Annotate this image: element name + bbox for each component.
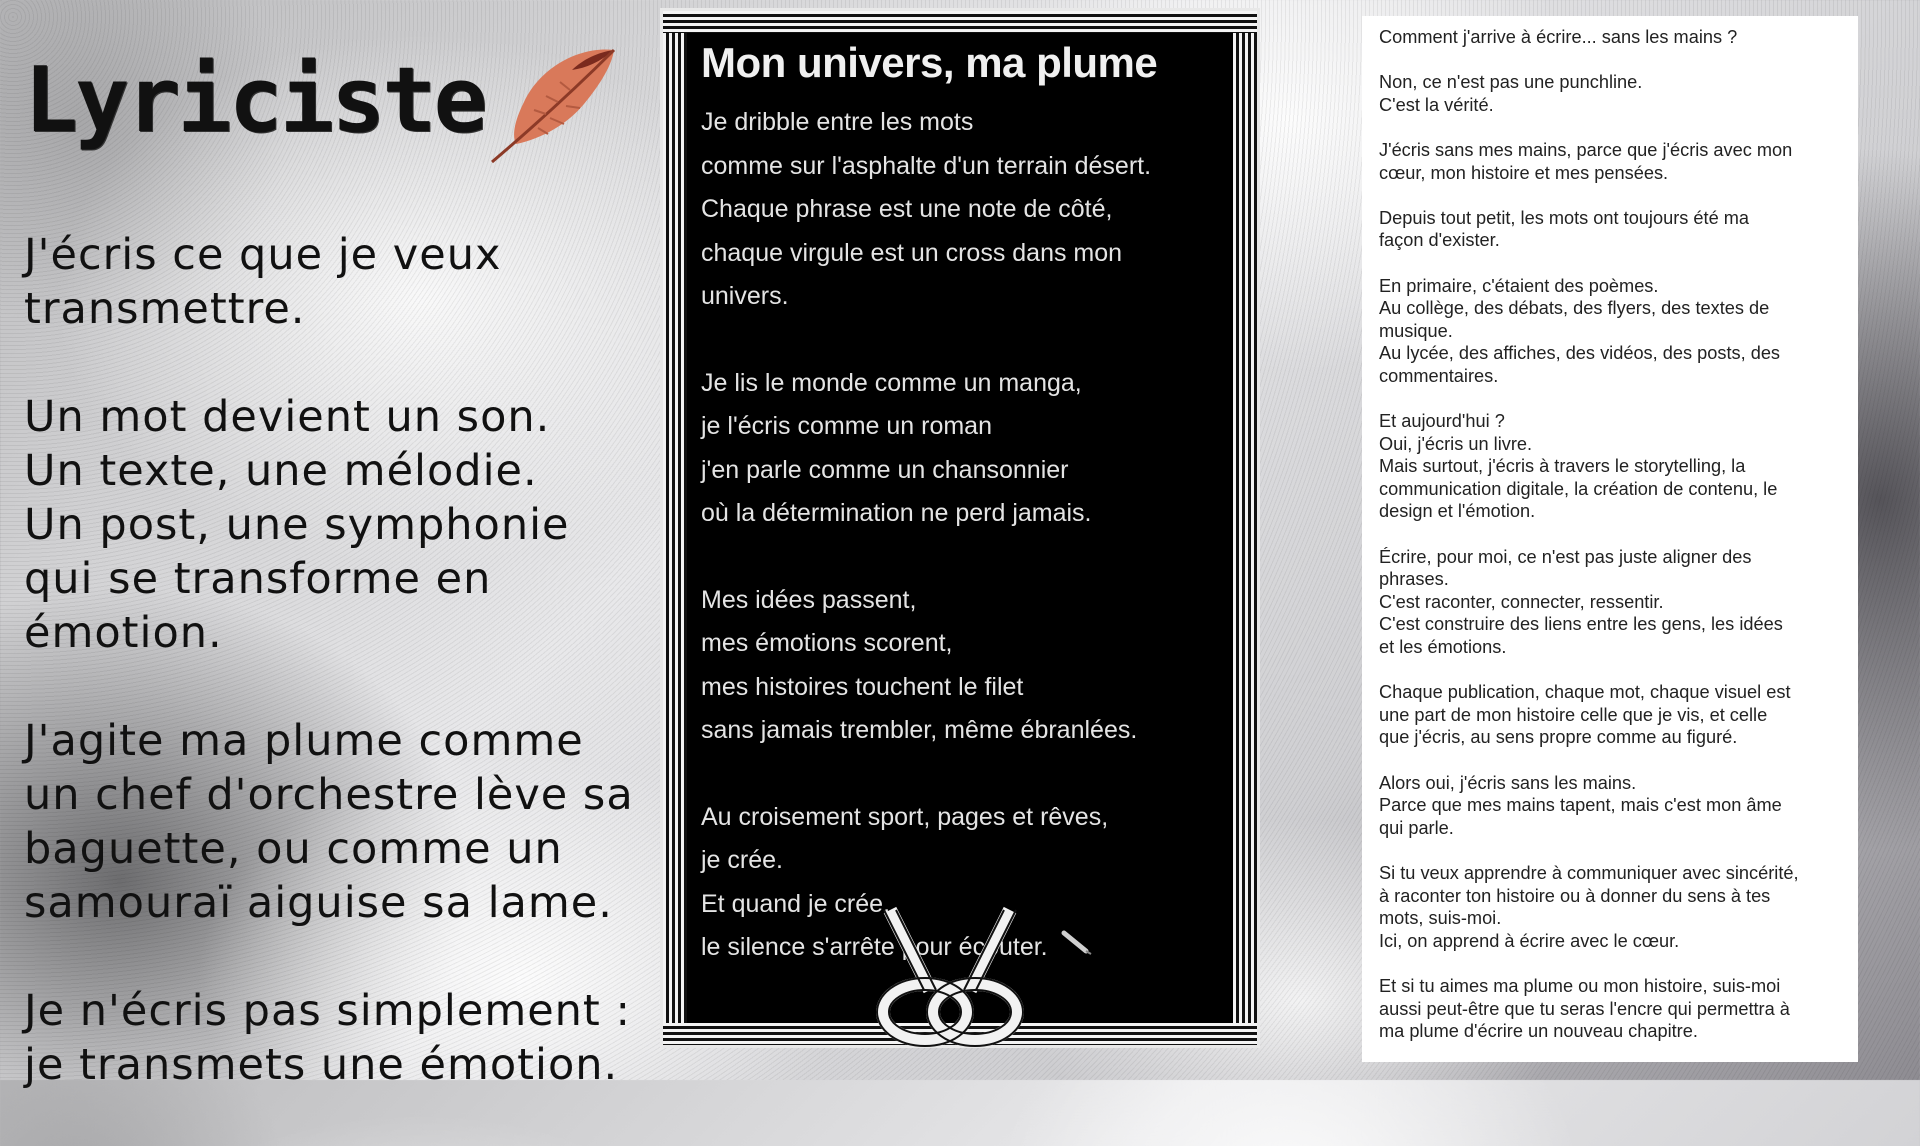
text-line: C'est la vérité. bbox=[1379, 94, 1494, 115]
text-line: Chaque phrase est une note de côté, bbox=[701, 195, 1113, 223]
text-line: Et si tu aimes ma plume ou mon histoire, suis-moi bbox=[1379, 975, 1781, 996]
text-line: J'écris sans mes mains, parce que j'écris avec mon bbox=[1379, 139, 1793, 160]
text-line: transmettre. bbox=[24, 284, 306, 334]
text-line: qui se transforme en bbox=[24, 554, 492, 604]
text-line: ma plume d'écrire un nouveau chapitre. bbox=[1379, 1021, 1698, 1042]
frame-border-right bbox=[1233, 11, 1257, 1045]
feather-icon bbox=[486, 44, 626, 164]
text-line: comme sur l'asphalte d'un terrain désert. bbox=[701, 151, 1152, 180]
text-line: Parce que mes mains tapent, mais c'est mon âme bbox=[1379, 795, 1782, 816]
text-line: une part de mon histoire celle que je vis, et celle bbox=[1379, 704, 1768, 725]
card-paragraph bbox=[1379, 71, 1842, 116]
text-line: qui parle. bbox=[1379, 817, 1454, 838]
left-text bbox=[24, 228, 664, 1092]
left-column bbox=[24, 50, 664, 1146]
text-line: Oui, j'écris un livre. bbox=[1379, 433, 1533, 454]
text-line: Et aujourd'hui ? bbox=[1379, 411, 1505, 432]
pen-icon bbox=[1060, 929, 1094, 955]
text-line: émotion. bbox=[24, 608, 223, 658]
text-line: Non, ce n'est pas une punchline. bbox=[1379, 72, 1643, 93]
text-line: musique. bbox=[1379, 320, 1453, 341]
text-line: Je n'écris pas simplement : bbox=[24, 986, 631, 1036]
card-paragraph bbox=[1379, 546, 1842, 659]
text-line: Je dribble entre les mots bbox=[701, 108, 974, 136]
card-paragraph bbox=[1379, 26, 1842, 49]
text-line: chaque virgule est un cross dans mon bbox=[701, 238, 1123, 267]
text-line: mes émotions scorent, bbox=[701, 629, 953, 657]
card-paragraph bbox=[1379, 862, 1842, 952]
text-line: Si tu veux apprendre à communiquer avec sincérité, bbox=[1379, 862, 1799, 883]
text-line: commentaires. bbox=[1379, 365, 1499, 386]
poem-body bbox=[701, 101, 1227, 970]
text-line: que j'écris, au sens propre comme au figuré. bbox=[1379, 727, 1738, 748]
text-line: communication digitale, la création de contenu, le bbox=[1379, 478, 1778, 499]
text-line: design et l'émotion. bbox=[1379, 501, 1536, 522]
text-line: façon d'exister. bbox=[1379, 230, 1500, 251]
poem-panel bbox=[660, 8, 1260, 1048]
card-paragraph bbox=[1379, 772, 1842, 840]
text-line: Un texte, une mélodie. bbox=[24, 446, 538, 496]
text-line: je transmets une émotion. bbox=[24, 1040, 619, 1090]
text-line: et les émotions. bbox=[1379, 637, 1507, 658]
text-line: Écrire, pour moi, ce n'est pas juste aligner des bbox=[1379, 546, 1752, 567]
frame-border-left bbox=[663, 11, 687, 1045]
card-paragraph bbox=[1379, 139, 1842, 184]
card-paragraph bbox=[1379, 681, 1842, 749]
text-line: J'écris ce que je veux bbox=[24, 230, 502, 280]
frame-border-top bbox=[663, 11, 1257, 33]
text-line: Au collège, des débats, des flyers, des textes de bbox=[1379, 298, 1770, 319]
card-paragraph bbox=[1379, 275, 1842, 388]
text-line: baguette, ou comme un bbox=[24, 824, 563, 874]
text-line: phrases. bbox=[1379, 569, 1449, 590]
text-line: aussi peut-être que tu seras l'encre qui permettra à bbox=[1379, 998, 1790, 1019]
text-line: j'en parle comme un chansonnier bbox=[701, 455, 1069, 484]
card-paragraph bbox=[1379, 207, 1842, 252]
text-line: Au croisement sport, pages et rêves, bbox=[701, 802, 1109, 831]
text-line: En primaire, c'étaient des poèmes. bbox=[1379, 275, 1659, 296]
text-line: Comment j'arrive à écrire... sans les mains ? bbox=[1379, 27, 1738, 47]
poem-stanza bbox=[701, 101, 1227, 319]
title-row bbox=[24, 50, 664, 180]
text-line: C'est construire des liens entre les gens, les idées bbox=[1379, 614, 1783, 635]
text-line: à raconter ton histoire ou à donner du sens à tes bbox=[1379, 885, 1771, 906]
text-line: un chef d'orchestre lève sa bbox=[24, 770, 634, 820]
text-line: C'est raconter, connecter, ressentir. bbox=[1379, 591, 1664, 612]
poem-stanza bbox=[701, 579, 1227, 753]
text-line: samouraï aiguise sa lame. bbox=[24, 878, 613, 928]
left-paragraph bbox=[24, 390, 664, 660]
text-line: où la détermination ne perd jamais. bbox=[701, 499, 1092, 527]
knot-icon bbox=[870, 900, 1030, 1050]
text-line: mots, suis-moi. bbox=[1379, 908, 1502, 929]
text-line: Je lis le monde comme un manga, bbox=[701, 368, 1082, 397]
poem-stanza bbox=[701, 362, 1227, 536]
text-line: cœur, mon histoire et mes pensées. bbox=[1379, 162, 1669, 183]
text-line: Un mot devient un son. bbox=[24, 392, 551, 442]
page-title: Lyriciste bbox=[24, 48, 485, 153]
card-paragraph bbox=[1379, 975, 1842, 1043]
text-line: mes histoires touchent le filet bbox=[701, 672, 1024, 701]
text-line: Au lycée, des affiches, des vidéos, des posts, des bbox=[1379, 343, 1781, 364]
text-card bbox=[1362, 16, 1858, 1062]
text-line: je l'écris comme un roman bbox=[701, 412, 992, 440]
left-paragraph bbox=[24, 714, 664, 930]
left-paragraph bbox=[24, 228, 664, 336]
left-paragraph bbox=[24, 984, 664, 1092]
text-line: Mes idées passent, bbox=[701, 585, 917, 614]
text-line: le silence s'arrête pour écouter. bbox=[701, 926, 1227, 970]
poem bbox=[701, 39, 1227, 1013]
text-line: univers. bbox=[701, 282, 789, 310]
text-line: Chaque publication, chaque mot, chaque visuel est bbox=[1379, 682, 1791, 703]
text-line: Depuis tout petit, les mots ont toujours été ma bbox=[1379, 207, 1750, 228]
text-line: Et quand je crée, bbox=[701, 889, 891, 918]
text-line: Alors oui, j'écris sans les mains. bbox=[1379, 772, 1637, 793]
text-line: Ici, on apprend à écrire avec le cœur. bbox=[1379, 930, 1680, 951]
text-line: Un post, une symphonie bbox=[24, 500, 570, 550]
text-line: Mais surtout, j'écris à travers le storytelling, la bbox=[1379, 456, 1746, 477]
text-line: je crée. bbox=[701, 846, 783, 874]
text-line: sans jamais trembler, même ébranlées. bbox=[701, 716, 1138, 744]
text-line: J'agite ma plume comme bbox=[24, 716, 584, 766]
card-paragraph bbox=[1379, 410, 1842, 523]
poem-title: Mon univers, ma plume bbox=[701, 39, 1158, 86]
